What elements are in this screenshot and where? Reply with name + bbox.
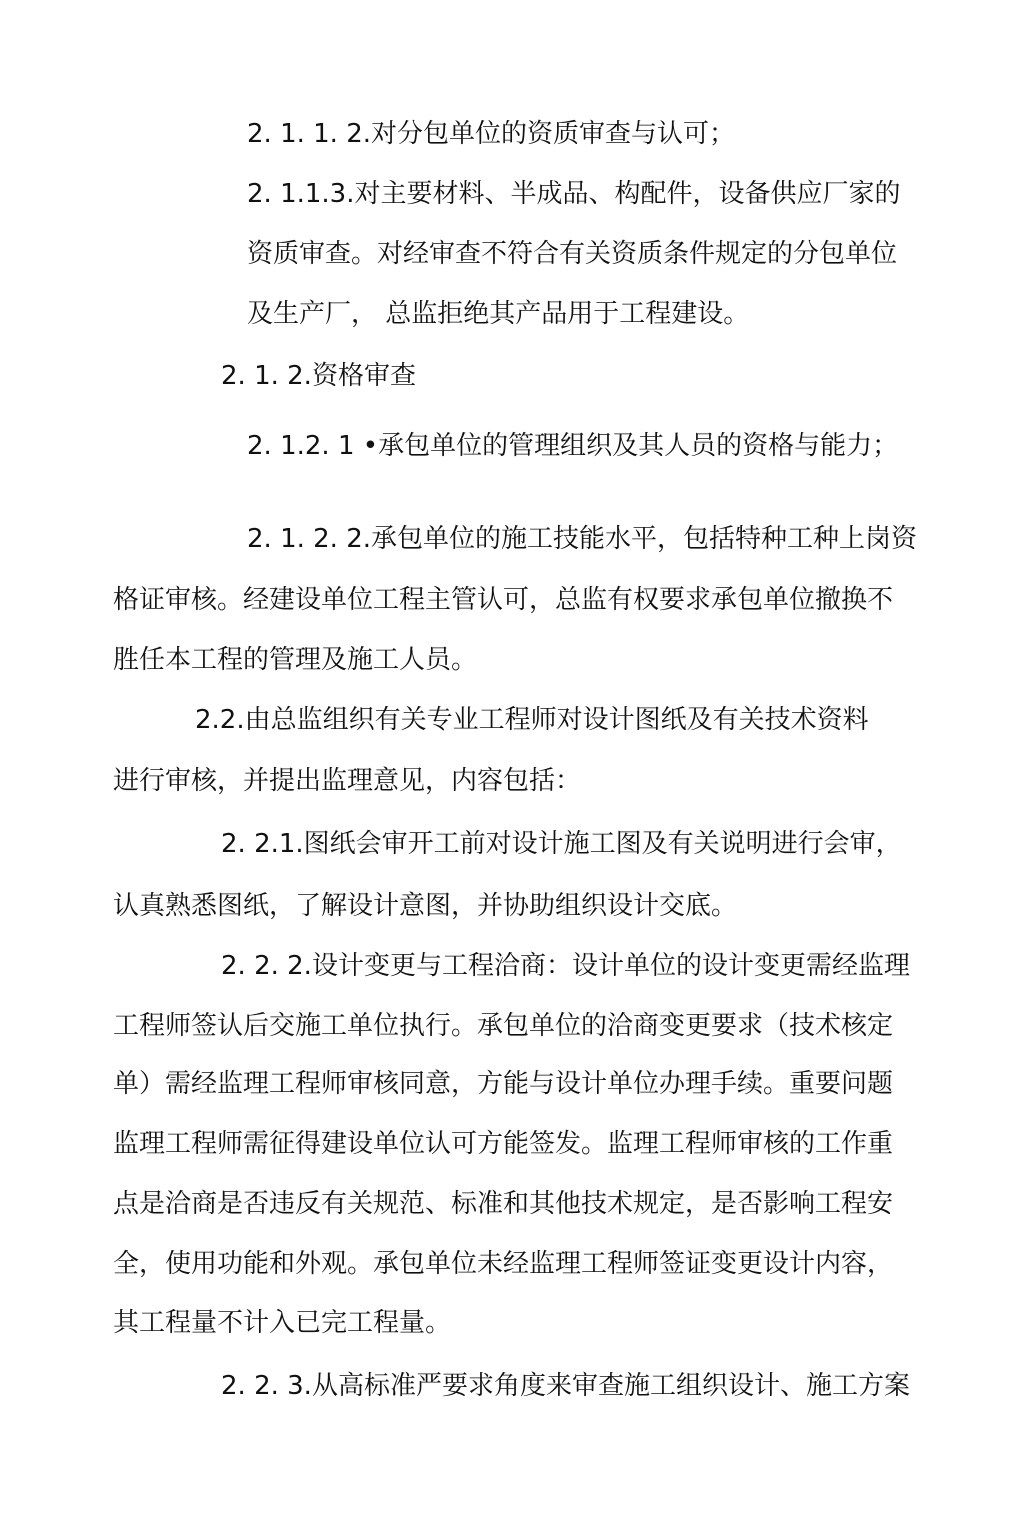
text-line: 资质审查。对经审查不符合有关资质条件规定的分包单位 xyxy=(247,239,898,269)
text-line: 及生产厂， 总监拒绝其产品用于工程建设。 xyxy=(247,299,750,329)
text-line: 格证审核。经建设单位工程主管认可，总监有权要求承包单位撤换不 xyxy=(113,585,894,615)
text-line-2-2-1: 2. 2.1.图纸会审开工前对设计施工图及有关说明进行会审， xyxy=(221,829,902,859)
text-line-2-1-1-2: 2. 1. 1. 2.对分包单位的资质审查与认可； xyxy=(247,119,736,149)
text-line: 监理工程师需征得建设单位认可方能签发。监理工程师审核的工作重 xyxy=(113,1129,894,1159)
text-line: 其工程量不计入已完工程量。 xyxy=(113,1308,452,1338)
text-line-2-1-2-1: 2. 1.2. 1 •承包单位的管理组织及其人员的资格与能力； xyxy=(247,431,899,461)
text-line-2-1-1-3: 2. 1.1.3.对主要材料、半成品、构配件，设备供应厂家的 xyxy=(247,179,901,209)
text-line: 工程师签认后交施工单位执行。承包单位的洽商变更要求（技术核定 xyxy=(113,1011,894,1041)
section-heading-2-1-2: 2. 1. 2.资格审查 xyxy=(221,361,416,391)
text-line: 认真熟悉图纸，了解设计意图，并协助组织设计交底。 xyxy=(113,891,738,921)
text-line: 进行审核，并提出监理意见，内容包括： xyxy=(113,766,582,796)
text-line-2-2-3: 2. 2. 3.从高标准严要求角度来审查施工组织设计、施工方案 xyxy=(221,1371,910,1401)
text-line: 点是洽商是否违反有关规范、标准和其他技术规定，是否影响工程安 xyxy=(113,1189,894,1219)
text-line: 单）需经监理工程师审核同意，方能与设计单位办理手续。重要问题 xyxy=(113,1069,894,1099)
text-line: 全，使用功能和外观。承包单位未经监理工程师签证变更设计内容， xyxy=(113,1249,894,1279)
text-line-2-2-2: 2. 2. 2.设计变更与工程洽商：设计单位的设计变更需经监理 xyxy=(221,951,910,981)
text-line-2-1-2-2: 2. 1. 2. 2.承包单位的施工技能水平，包括特种工种上岗资 xyxy=(247,524,918,554)
text-line: 胜任本工程的管理及施工人员。 xyxy=(113,645,478,675)
section-heading-2-2: 2.2.由总监组织有关专业工程师对设计图纸及有关技术资料 xyxy=(195,705,869,735)
